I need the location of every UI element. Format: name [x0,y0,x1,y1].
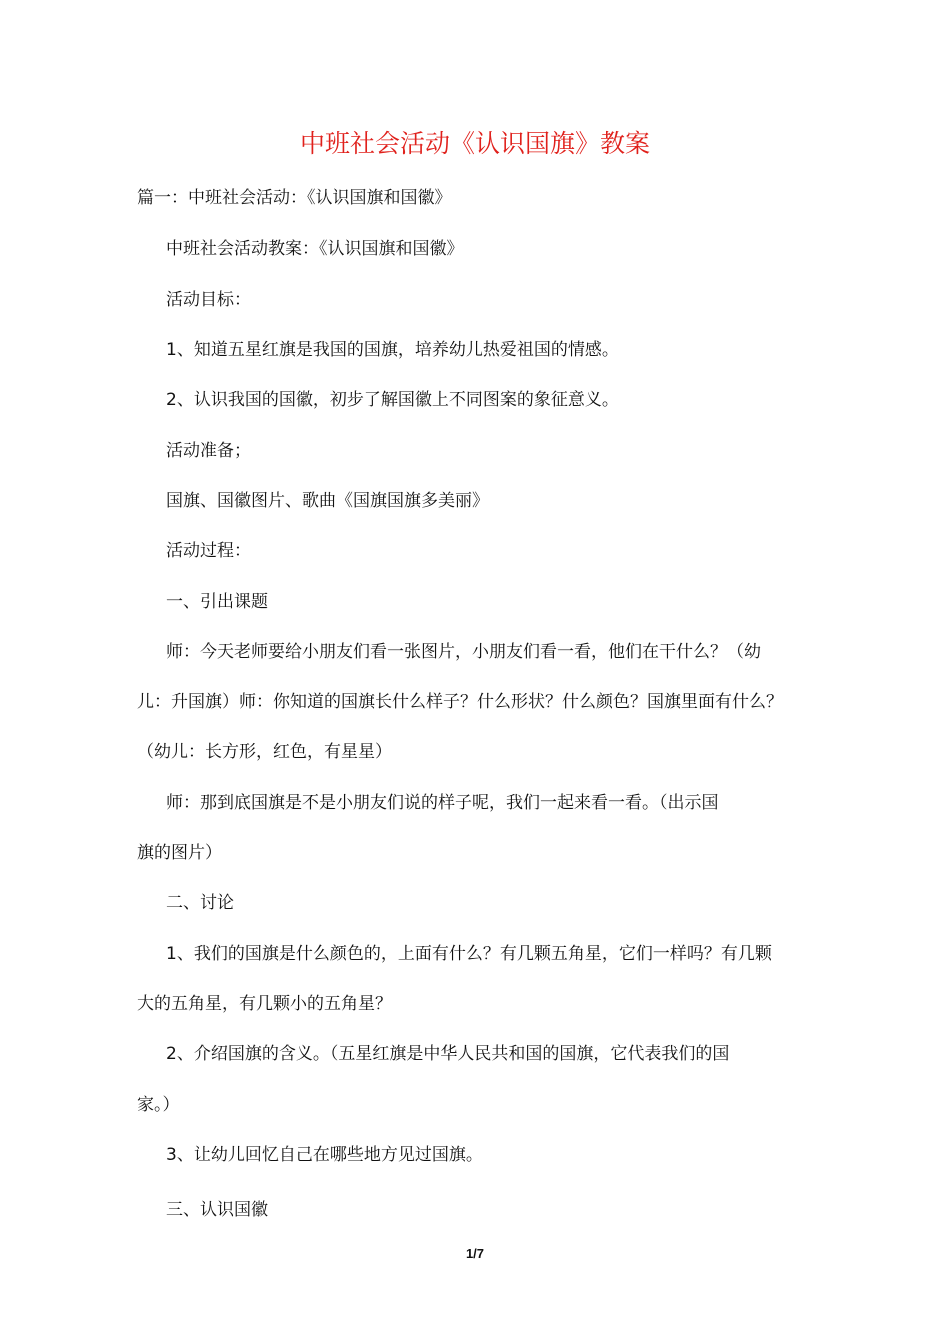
paragraph-line: 活动目标： [166,290,251,310]
paragraph-line: 大的五角星，有几颗小的五角星？ [137,994,392,1014]
paragraph-line: 师：那到底国旗是不是小朋友们说的样子呢，我们一起来看一看。（出示国 [166,793,719,813]
paragraph-line: 活动准备； [166,441,251,461]
section-heading: 篇一：中班社会活动：《认识国旗和国徽》 [137,188,452,208]
paragraph-line: 一、引出课题 [166,592,268,612]
paragraph-line: 师：今天老师要给小朋友们看一张图片，小朋友们看一看，他们在干什么？（幼 [166,642,761,662]
paragraph-line: 二、讨论 [166,893,234,913]
paragraph-line: （幼儿：长方形，红色，有星星） [137,742,392,762]
paragraph-line: 三、认识国徽 [166,1200,268,1220]
paragraph-line: 1、我们的国旗是什么颜色的，上面有什么？有几颗五角星，它们一样吗？有几颗 [166,944,772,964]
paragraph-line: 3、让幼儿回忆自己在哪些地方见过国旗。 [166,1145,483,1165]
paragraph-line: 旗的图片） [137,843,222,863]
paragraph-line: 1、知道五星红旗是我国的国旗，培养幼儿热爱祖国的情感。 [166,340,619,360]
paragraph-line: 2、认识我国的国徽，初步了解国徽上不同图案的象征意义。 [166,390,619,410]
paragraph-line: 活动过程： [166,541,251,561]
paragraph-line: 国旗、国徽图片、歌曲《国旗国旗多美丽》 [166,491,489,511]
paragraph-line: 中班社会活动教案：《认识国旗和国徽》 [166,239,464,259]
paragraph-line: 家。） [137,1095,180,1115]
paragraph-line: 2、介绍国旗的含义。（五星红旗是中华人民共和国的国旗，它代表我们的国 [166,1044,730,1064]
paragraph-line: 儿：升国旗）师：你知道的国旗长什么样子？什么形状？什么颜色？国旗里面有什么？ [137,692,783,712]
page-number: 1/7 [465,1246,485,1261]
document-title: 中班社会活动《认识国旗》教案 [299,129,650,158]
